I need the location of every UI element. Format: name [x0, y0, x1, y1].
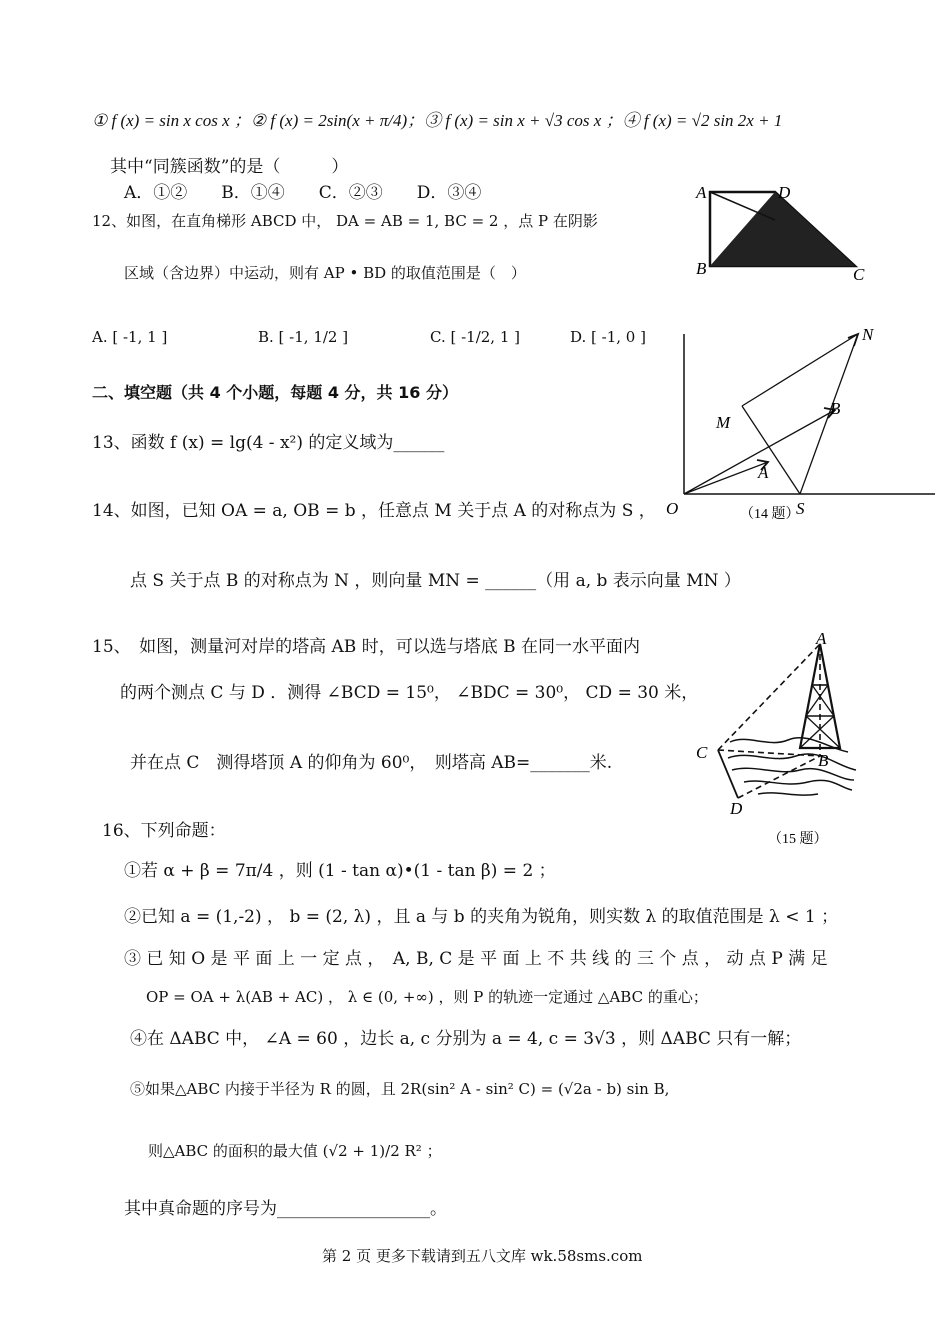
q16-proposition-3b: OP = OA + λ(AB + AC) ， λ ∈ (0, +∞) ，则 P 的轨迹一定通过 △ABC 的重心； [146, 988, 708, 1006]
q11-options: A．①② B．①④ C．②③ D．③④ [124, 183, 482, 203]
q14-label-b: B [830, 399, 841, 418]
q14-label-m: M [716, 413, 731, 432]
q15-tower-figure [688, 630, 868, 855]
q16-proposition-5b: 则△ABC 的面积的最大值 (√2 + 1)/2 R² ； [148, 1142, 442, 1160]
q14-caption: （14 题） [740, 507, 800, 522]
q15-label-b: B [818, 751, 829, 770]
q15-caption: （15 题） [768, 832, 828, 847]
q14-line2: 点 S 关于点 B 的对称点为 N ，则向量 MN = ______（用 a, b 表示向量 MN ） [130, 571, 741, 591]
q12-option-c: C. [ -1/2, 1 ] [430, 328, 521, 346]
q14-label-n: N [862, 325, 874, 344]
q11-functions: ① f (x) = sin x cos x ；② f (x) = 2sin(x + π/4)；③ f (x) = sin x + √3 cos x ；④ f (x) = √2 sin 2x + 1 [92, 111, 783, 130]
q16-title: 16、下列命题： [102, 821, 226, 841]
q16-proposition-2: ②已知 a = (1,-2) ， b = (2, λ) ，且 a 与 b 的夹角为锐角，则实数 λ 的取值范围是 λ < 1 ； [124, 907, 839, 927]
q11-question: 其中“同簇函数”的是（ ） [110, 157, 349, 177]
q12-label-d: D [778, 183, 791, 202]
q12-label-a: A [696, 183, 707, 202]
q15-label-a: A [816, 630, 827, 648]
q16-proposition-4: ④在 ΔABC 中， ∠A = 60 ，边长 a, c 分别为 a = 4, c = 3√3 ，则 ΔABC 只有一解； [130, 1029, 802, 1049]
q12-option-d: D. [ -1, 0 ] [570, 328, 646, 346]
q15-label-d: D [730, 799, 743, 818]
q15-line3: 并在点 C 测得塔顶 A 的仰角为 60⁰， 则塔高 AB=_______米. [130, 753, 613, 773]
section2-heading: 二、填空题（共 4 个小题，每题 4 分，共 16 分） [92, 383, 458, 402]
q12-label-c: C [853, 265, 865, 284]
page-footer: 第 2 页 更多下载请到五八文库 wk.58sms.com [322, 1247, 643, 1265]
q16-answer: 其中真命题的序号为__________________。 [124, 1199, 447, 1219]
q12-option-a: A. [ -1, 1 ] [92, 328, 168, 346]
q16-proposition-5: ⑤如果△ABC 内接于半径为 R 的圆，且 2R(sin² A - sin² C) = (√2a - b) sin B, [130, 1080, 670, 1098]
q12-trapezoid-figure [690, 180, 880, 285]
q12-line2: 区域（含边界）中运动，则有 AP • BD 的取值范围是（ ） [124, 264, 526, 282]
q15-label-c: C [696, 743, 708, 762]
q15-line2: 的两个测点 C 与 D ．测得 ∠BCD = 15⁰， ∠BDC = 30⁰， CD = 30 米， [120, 683, 699, 703]
q14-line1: 14、如图，已知 OA = a, OB = b ，任意点 M 关于点 A 的对称点为 S ， [92, 501, 656, 521]
q14-label-o: O [666, 499, 679, 518]
q14-vector-figure [660, 322, 940, 522]
q12-line1: 12、如图，在直角梯形 ABCD 中， DA = AB = 1, BC = 2 ，点 P 在阴影 [92, 212, 598, 230]
q16-proposition-3a: ③ 已 知 O 是 平 面 上 一 定 点 ， A, B, C 是 平 面 上 不 共 线 的 三 个 点 ， 动 点 P 满 足 [124, 949, 828, 969]
q14-label-a: A [758, 463, 769, 482]
q14-label-s: S [796, 499, 805, 518]
q12-option-b: B. [ -1, 1/2 ] [258, 328, 349, 346]
q13-text: 13、函数 f (x) = lg(4 - x²) 的定义域为______ [92, 433, 445, 453]
q15-line1: 15、 如图，测量河对岸的塔高 AB 时，可以选与塔底 B 在同一水平面内 [92, 637, 641, 657]
q16-proposition-1: ①若 α + β = 7π/4 ，则 (1 - tan α)•(1 - tan β) = 2 ； [124, 861, 556, 881]
q12-label-b: B [696, 259, 707, 278]
